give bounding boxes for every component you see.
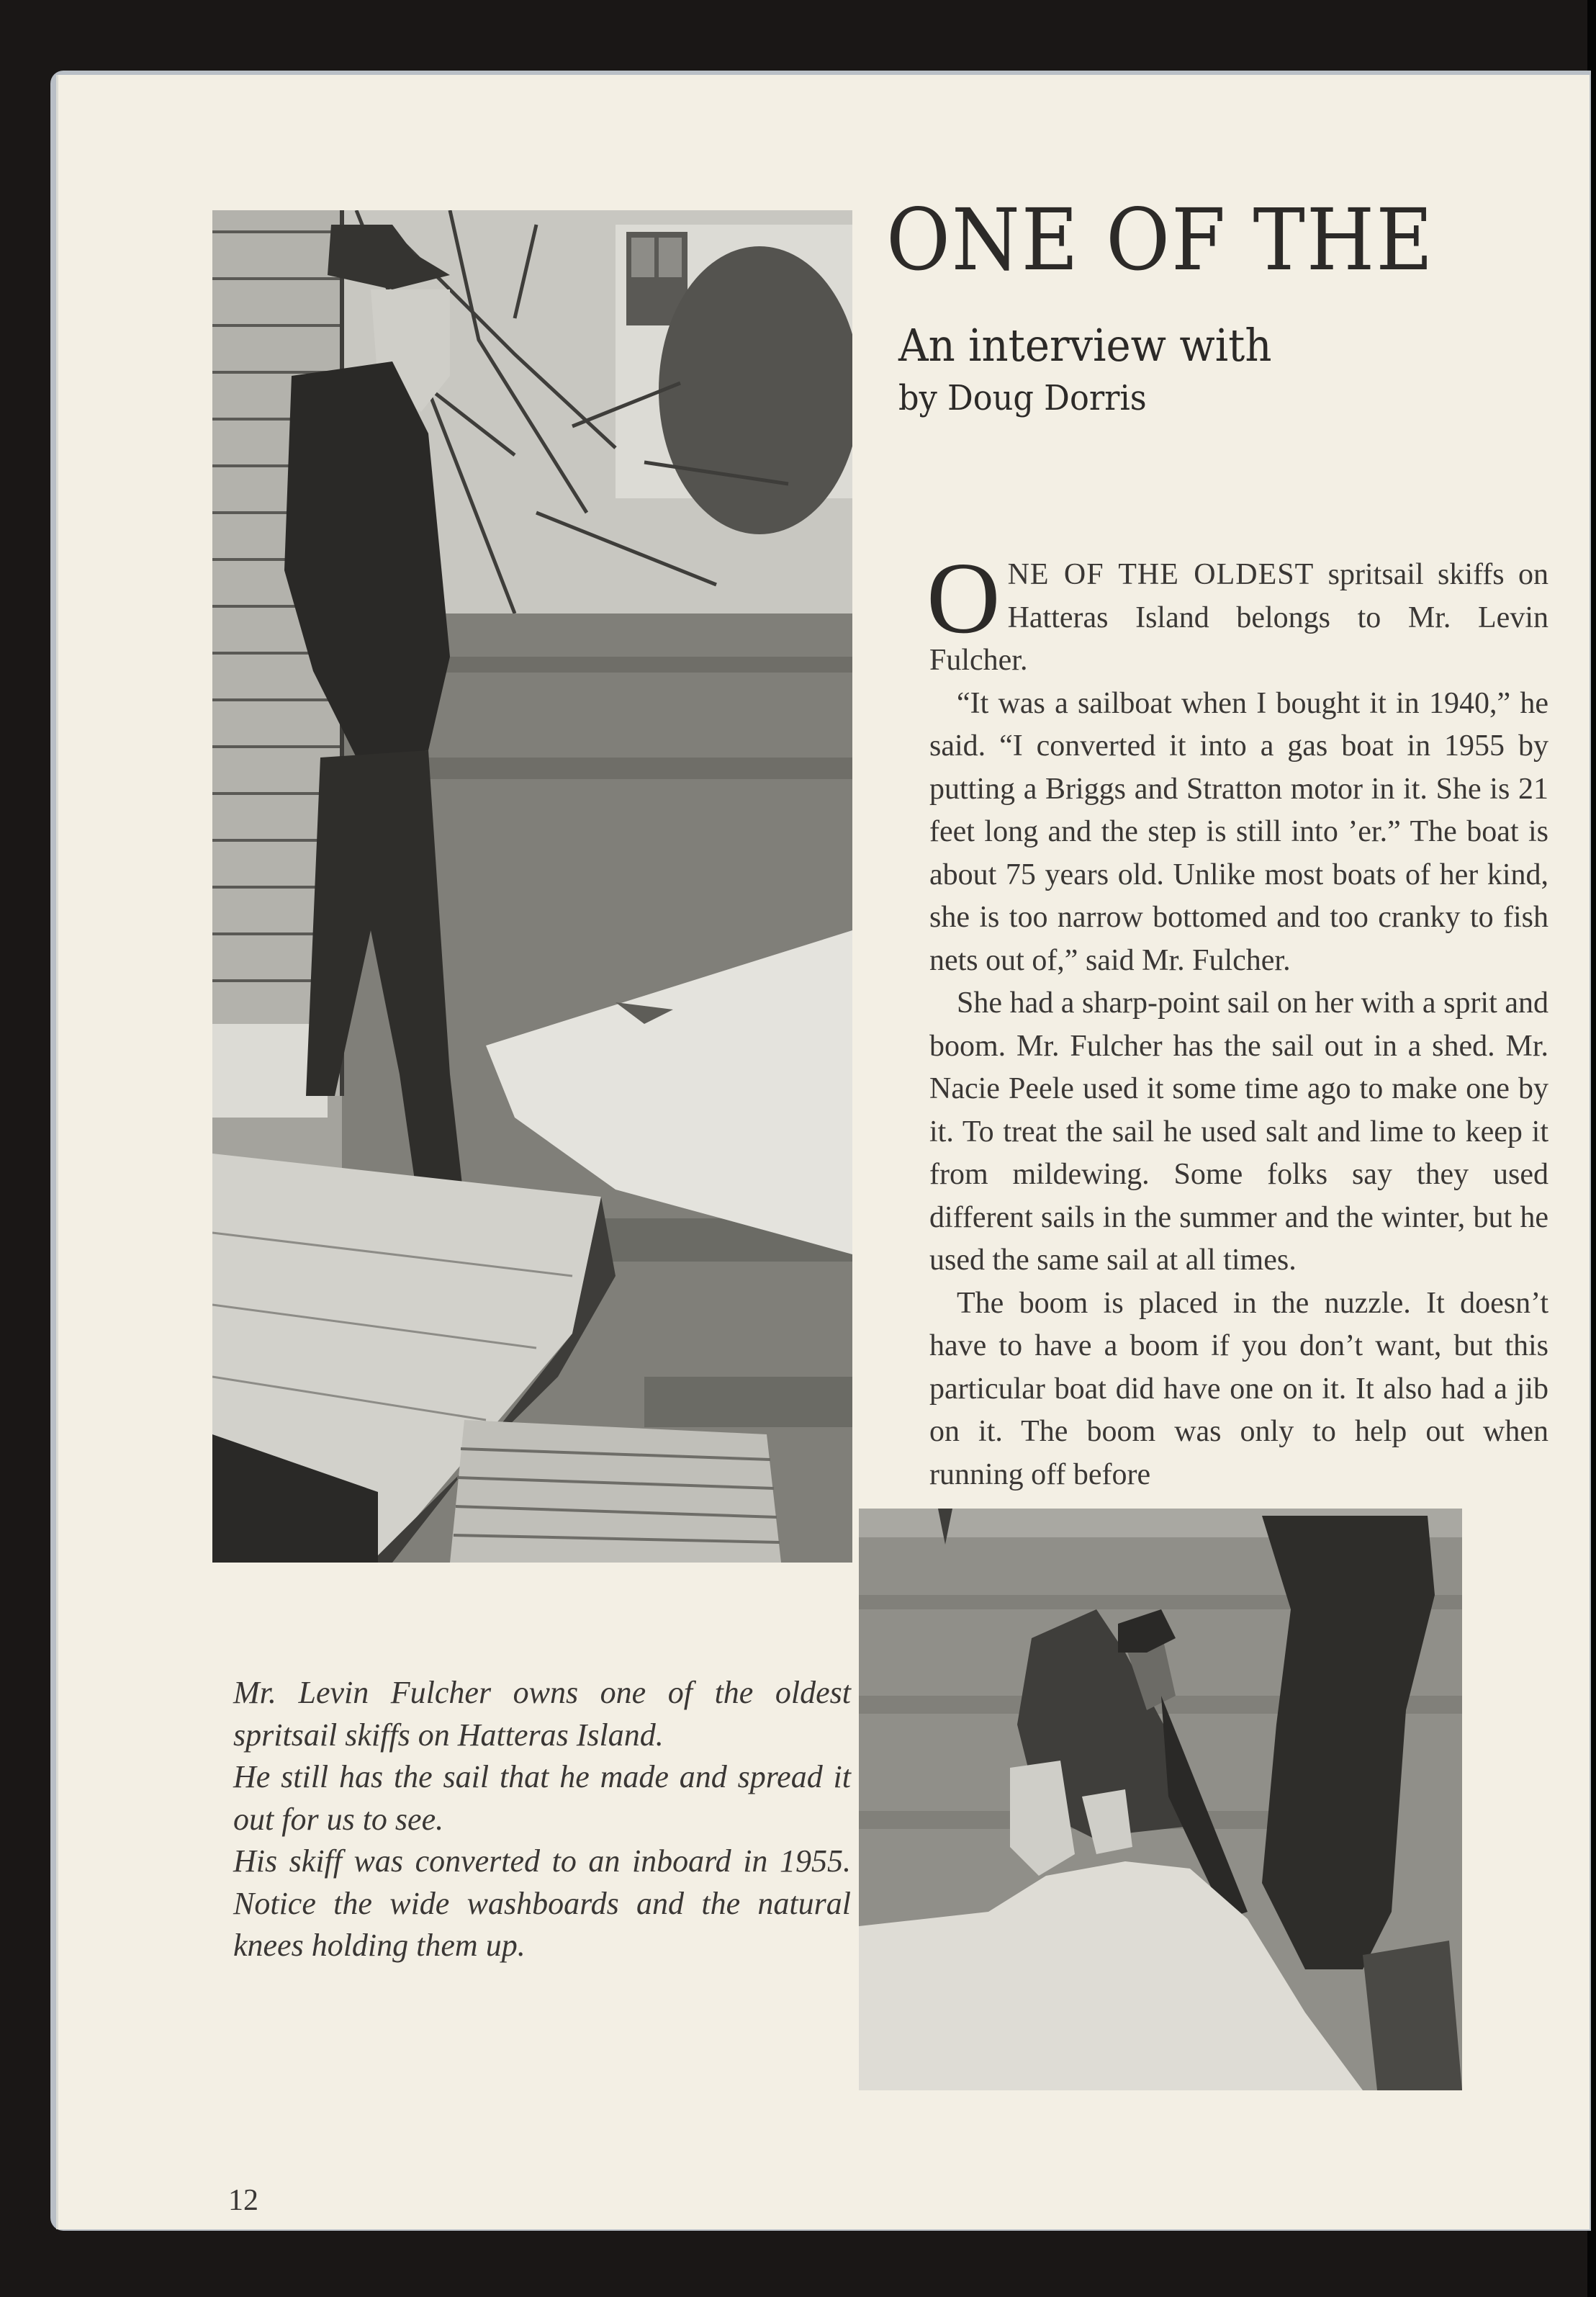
article-subtitle: An interview with xyxy=(898,319,1272,372)
photo-sail-spread xyxy=(859,1509,1462,2090)
photo-man-with-skiff xyxy=(212,210,852,1563)
article-body xyxy=(927,541,1548,1496)
article-byline: by Doug Dorris xyxy=(898,378,1147,418)
photo-caption xyxy=(233,1672,851,1967)
photo-man-with-skiff-image xyxy=(212,210,852,1563)
article-paragraph: The boom is placed in the nuzzle. It doesn’t have to have a boom if you don’t want, but this particular boat did have one on it. It also had a jib on it. The boom was only to help out when running off before xyxy=(929,1286,1548,1491)
caption-line: Mr. Levin Fulcher owns one of the oldest spritsail skiffs on Hatteras Island. xyxy=(233,1675,851,1753)
caption-line: His skiff was converted to an inboard in 1955. Notice the wide washboards and the natural knees holding them up. xyxy=(233,1843,851,1963)
lead-smallcaps: NE OF THE OLDEST xyxy=(1007,558,1315,591)
caption-line: He still has the sail that he made and spread it out for us to see. xyxy=(233,1759,851,1837)
article-title: ONE OF THE xyxy=(886,190,1435,289)
drop-cap: O xyxy=(927,541,1001,655)
article-paragraph: She had a sharp-point sail on her with a sprit and boom. Mr. Fulcher has the sail out in a shed. Mr. Nacie Peele used it some time ago to make one by it. To treat the sail he used salt and lime to keep it from mildewing. Some folks say they used different sails in the summer and the winter, but he used the same sail at all times. xyxy=(929,986,1548,1277)
magazine-page xyxy=(56,75,1590,2229)
page-number: 12 xyxy=(228,2184,258,2217)
article-lead-paragraph xyxy=(927,541,1548,683)
lead-text: spritsail skiffs on Hatteras Island belongs to Mr. Levin Fulcher. xyxy=(929,558,1548,677)
photo-sail-spread-image xyxy=(859,1509,1462,2090)
article-paragraph: “It was a sailboat when I bought it in 1940,” he said. “I converted it into a gas boat in 1955 by putting a Briggs and Stratton motor in it. She is 21 feet long and the step is still into ’er.” The boat is about 75 years old. Unlike most boats of her kind, she is too narrow bottomed and too cranky to fish nets out of,” said Mr. Fulcher. xyxy=(929,686,1548,977)
